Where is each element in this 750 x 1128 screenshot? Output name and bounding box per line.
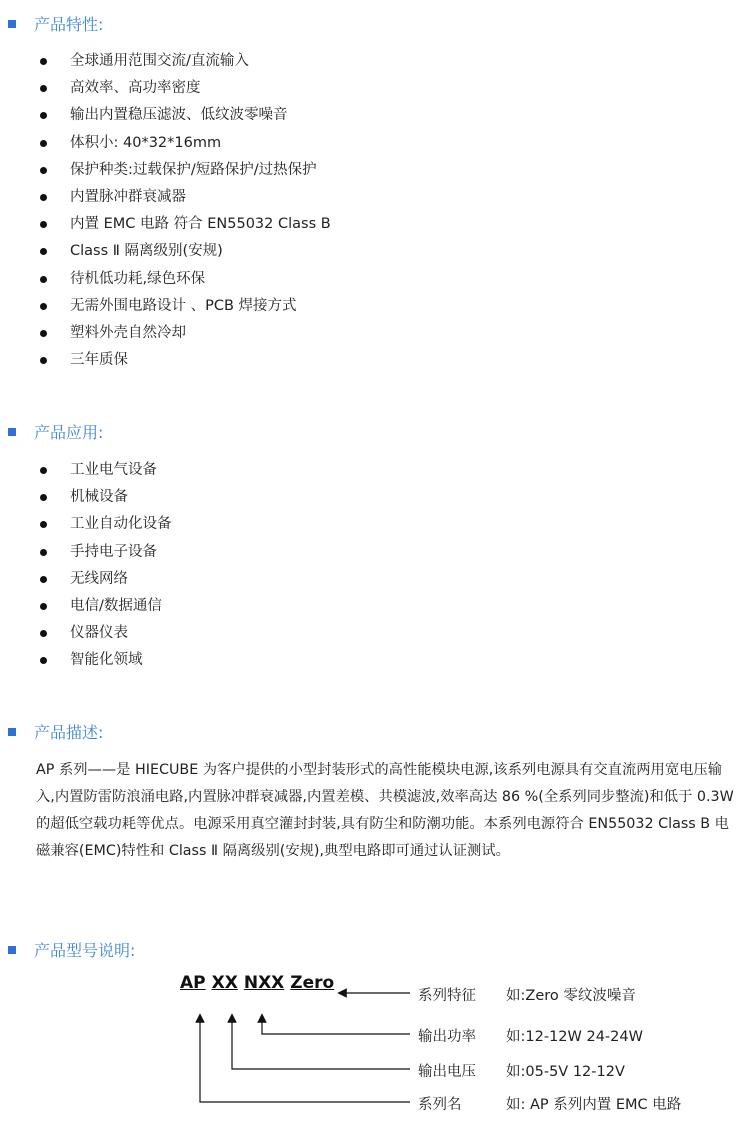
list-item: 智能化领域: [40, 647, 172, 674]
code-part-series: AP: [180, 973, 206, 993]
list-item: 无线网络: [40, 566, 172, 593]
description-text: AP 系列——是 HIECUBE 为客户提供的小型封装形式的高性能模块电源,该系列电源具有交直流两用宽电压输入,内置防雷防浪涌电路,内置脉冲群衰减器,内置差模、共模滤波,效率高达 86 %(全系列同步整流)和低于 0.3W 的超低空载功耗等优点。电源采用真空灌封封装,具有防尘和防潮功能。本系列电源符合 EN55032 Class B 电磁兼容(EMC)特性和 Class Ⅱ 隔离级别(安规),典型电路即可通过认证测试。: [36, 762, 734, 859]
list-item: 无需外围电路设计 、PCB 焊接方式: [40, 293, 331, 320]
arrow-voltage: [232, 1018, 410, 1069]
list-item: 输出内置稳压滤波、低纹波零噪音: [40, 102, 331, 129]
annotation-series: 系列名 如: AP 系列内置 EMC 电路: [418, 1097, 682, 1113]
annotation-power: 输出功率 如:12-12W 24-24W: [418, 1029, 643, 1045]
list-item: 手持电子设备: [40, 539, 172, 566]
applications-title: 产品应用:: [34, 423, 104, 442]
arrow-power: [262, 1018, 410, 1034]
annotation-feature: 系列特征 如:Zero 零纹波噪音: [418, 988, 636, 1004]
list-item: 三年质保: [40, 347, 331, 374]
list-item: Class Ⅱ 隔离级别(安规): [40, 238, 331, 265]
features-title: 产品特性:: [34, 15, 104, 34]
list-item: 内置 EMC 电路 符合 EN55032 Class B: [40, 211, 331, 238]
list-item: 工业电气设备: [40, 457, 172, 484]
list-item: 待机低功耗,绿色环保: [40, 266, 331, 293]
list-item: 全球通用范围交流/直流输入: [40, 48, 331, 75]
list-item: 塑料外壳自然冷却: [40, 320, 331, 347]
list-item: 仪器仪表: [40, 620, 172, 647]
description-title: 产品描述:: [34, 723, 104, 742]
list-item: 内置脉冲群衰减器: [40, 184, 331, 211]
list-item: 保护种类:过载保护/短路保护/过热保护: [40, 157, 331, 184]
list-item: 体积小: 40*32*16mm: [40, 130, 331, 157]
code-part-voltage: NXX: [243, 973, 285, 993]
code-part-power: XX: [211, 973, 238, 993]
list-item: 电信/数据通信: [40, 593, 172, 620]
model-title: 产品型号说明:: [34, 941, 136, 960]
list-item: 高效率、高功率密度: [40, 75, 331, 102]
code-part-feature: Zero: [290, 973, 335, 993]
annotation-voltage: 输出电压 如:05-5V 12-12V: [418, 1064, 625, 1080]
list-item: 机械设备: [40, 484, 172, 511]
list-item: 工业自动化设备: [40, 511, 172, 538]
